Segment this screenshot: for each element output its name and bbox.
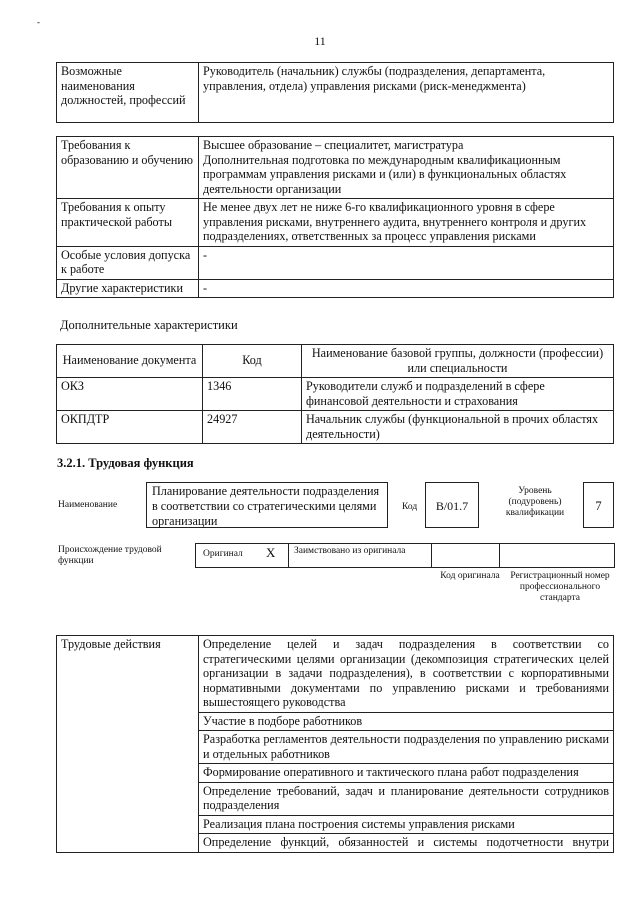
okz-name: Руководители служб и подразделений в сфере финансовой деятельности и страхования <box>302 378 614 411</box>
labor-actions-table <box>56 635 614 853</box>
page-number: 11 <box>314 34 326 48</box>
classifier-table <box>56 344 614 444</box>
labor-action-item: Участие в подборе работников <box>199 712 614 731</box>
admission-label: Особые условия допуска к работе <box>57 246 199 279</box>
borrowed-cell: Заимствовано из оригинала <box>289 544 432 567</box>
positions-label: Возможные наименования должностей, профессий <box>57 63 199 123</box>
origin-label: Происхождение трудовой функции <box>58 545 162 566</box>
labor-action-item: Разработка регламентов деятельности подразделения по управлению рисками и отдельных работников <box>199 731 614 764</box>
original-cell <box>196 544 289 567</box>
okpdtr-code: 24927 <box>203 411 302 444</box>
header-group: Наименование базовой группы, должности (профессии) или специальности <box>302 345 614 378</box>
okz-code: 1346 <box>203 378 302 411</box>
level-box: 7 <box>583 482 614 528</box>
okz-doc: ОКЗ <box>57 378 203 411</box>
original-mark: X <box>266 545 276 560</box>
origin-code-caption: Код оригинала <box>440 571 500 581</box>
education-label: Требования к образованию и обучению <box>57 137 199 199</box>
header-document: Наименование документа <box>57 345 203 378</box>
admission-value: - <box>199 246 614 279</box>
labor-action-item: Определение требований, задач и планирование деятельности сотрудников подразделения <box>199 782 614 815</box>
labor-actions-label: Трудовые действия <box>57 636 199 853</box>
origin-row <box>195 543 615 568</box>
text-line: Дополнительная подготовка по международным квалификационным <box>203 152 561 167</box>
text-line: Не менее двух лет не ниже 6-го квалификационного уровня в сфере <box>203 200 555 214</box>
other-label: Другие характеристики <box>57 279 199 298</box>
experience-value <box>199 199 614 247</box>
okpdtr-doc: ОКПДТР <box>57 411 203 444</box>
experience-label: Требования к опыту практической работы <box>57 199 199 247</box>
other-value: - <box>199 279 614 298</box>
requirements-table <box>56 136 614 298</box>
text-line: управления рисками, внутреннего аудита, внутреннего контроля и других <box>203 214 587 229</box>
additional-title: Дополнительные характеристики <box>60 318 238 332</box>
labor-action-item: Определение целей и задач подразделения в соответствии со стратегическими целями организации (декомпозиция стратегических целей организации в задачи подразделения), в соответствии с корпоративными нормативными документами по управлению рисками и требованиями вышестоящего руководства <box>199 636 614 713</box>
okpdtr-name: Начальник службы (функциональной в прочих областях деятельности) <box>302 411 614 444</box>
labor-action-item: Формирование оперативного и тактического плана работ подразделения <box>199 764 614 783</box>
text-line: программам управления рисками и (или) в функциональных областях <box>203 167 567 181</box>
original-label: Оригинал <box>203 549 243 559</box>
education-value <box>199 137 614 199</box>
labor-action-item: Определение функций, обязанностей и системы подотчетности внутри <box>199 834 614 853</box>
function-code-box: В/01.7 <box>425 482 479 528</box>
labor-action-item: Реализация плана построения системы управления рисками <box>199 815 614 834</box>
text-line: деятельности организации <box>203 181 342 196</box>
origin-code-cell <box>432 544 500 567</box>
function-name-label: Наименование <box>58 500 118 510</box>
header-code: Код <box>203 345 302 378</box>
positions-table <box>56 62 614 123</box>
text-line: Высшее образование – специалитет, магистратура <box>203 138 464 152</box>
reg-number-caption: Регистрационный номер профессионального стандарта <box>510 571 610 603</box>
section-title: 3.2.1. Трудовая функция <box>57 456 194 470</box>
corner-mark: - <box>37 17 40 27</box>
function-code-label: Код <box>402 502 418 512</box>
level-label: Уровень (подуровень) квалификации <box>505 486 565 518</box>
positions-value: Руководитель (начальник) службы (подразделения, департамента, управления, отдела) управления рисками (риск-менеджмента) <box>199 63 614 123</box>
text-line: подразделениях, ответственных за процесс управления рисками <box>203 229 536 243</box>
function-name-box: Планирование деятельности подразделения в соответствии со стратегическими целями организации <box>146 482 388 528</box>
